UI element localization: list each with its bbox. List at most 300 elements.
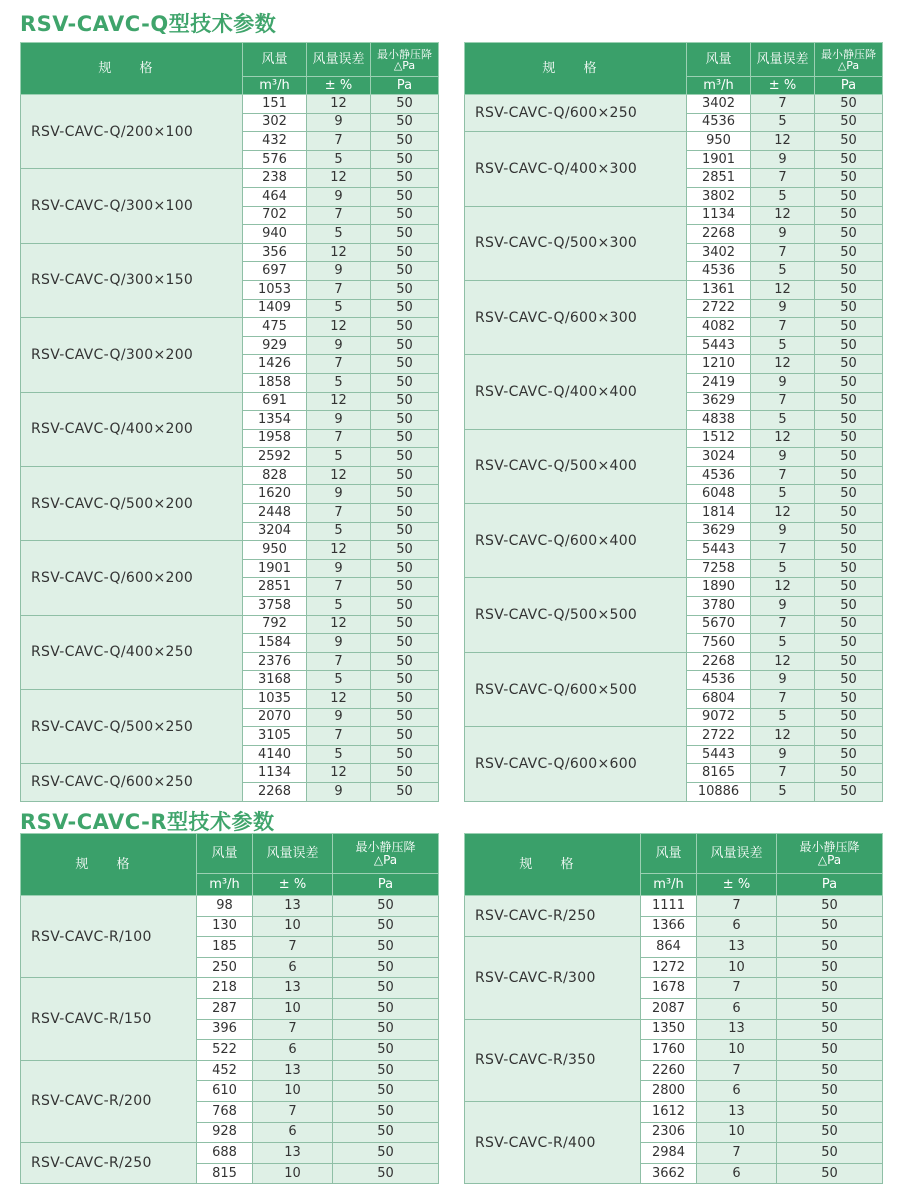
airflow-value: 4536 (687, 671, 751, 690)
airflow-value: 218 (197, 978, 253, 999)
pressure-value: 50 (371, 95, 439, 114)
tolerance-header: 风量误差 (253, 834, 333, 874)
model-name: RSV-CAVC-Q/400×200 (21, 392, 243, 466)
tolerance-value: 12 (751, 429, 815, 448)
airflow-value: 5443 (687, 336, 751, 355)
airflow-unit: m³/h (243, 77, 307, 95)
table-row (465, 95, 883, 114)
tolerance-value: 7 (253, 1019, 333, 1040)
airflow-value: 287 (197, 998, 253, 1019)
tolerance-value: 7 (307, 206, 371, 225)
pressure-value: 50 (777, 896, 883, 917)
airflow-value: 9072 (687, 708, 751, 727)
pressure-value: 50 (333, 896, 439, 917)
pressure-value: 50 (815, 132, 883, 151)
airflow-value: 1409 (243, 299, 307, 318)
airflow-value: 130 (197, 916, 253, 937)
airflow-value: 1350 (641, 1019, 697, 1040)
table-row (21, 541, 439, 560)
tolerance-value: 9 (751, 745, 815, 764)
tolerance-value: 7 (697, 978, 777, 999)
tolerance-value: 7 (751, 169, 815, 188)
tolerance-value: 5 (751, 559, 815, 578)
pressure-value: 50 (333, 998, 439, 1019)
tolerance-value: 12 (307, 95, 371, 114)
tolerance-value: 12 (307, 243, 371, 262)
table-row (465, 280, 883, 299)
airflow-value: 6048 (687, 485, 751, 504)
airflow-value: 4536 (687, 466, 751, 485)
pressure-value: 50 (777, 1081, 883, 1102)
pressure-value: 50 (815, 671, 883, 690)
pressure-value: 50 (815, 634, 883, 653)
tolerance-value: 12 (751, 132, 815, 151)
pressure-value: 50 (815, 373, 883, 392)
tolerance-header: 风量误差 (751, 43, 815, 77)
tolerance-value: 5 (751, 187, 815, 206)
table-row (21, 169, 439, 188)
pressure-value: 50 (815, 559, 883, 578)
airflow-value: 3168 (243, 671, 307, 690)
pressure-value: 50 (371, 113, 439, 132)
pressure-value: 50 (777, 1163, 883, 1184)
airflow-value: 2800 (641, 1081, 697, 1102)
airflow-value: 1584 (243, 634, 307, 653)
pressure-value: 50 (815, 597, 883, 616)
airflow-value: 2087 (641, 998, 697, 1019)
tolerance-header: 风量误差 (307, 43, 371, 77)
pressure-header: 最小静压降 △Pa (371, 43, 439, 77)
pressure-value: 50 (371, 522, 439, 541)
airflow-value: 1512 (687, 429, 751, 448)
model-name: RSV-CAVC-Q/400×400 (465, 355, 687, 429)
pressure-value: 50 (371, 280, 439, 299)
q-series-title: RSV-CAVC-Q型技术参数 (20, 12, 277, 36)
airflow-value: 3105 (243, 727, 307, 746)
table-row (465, 652, 883, 671)
pressure-value: 50 (371, 429, 439, 448)
airflow-value: 864 (641, 937, 697, 958)
table-row (465, 727, 883, 746)
pressure-value: 50 (777, 1060, 883, 1081)
airflow-value: 950 (687, 132, 751, 151)
tolerance-value: 12 (751, 206, 815, 225)
tolerance-value: 5 (307, 150, 371, 169)
airflow-value: 2376 (243, 652, 307, 671)
model-name: RSV-CAVC-R/400 (465, 1101, 641, 1183)
pressure-value: 50 (815, 615, 883, 634)
airflow-unit: m³/h (641, 874, 697, 896)
airflow-value: 3629 (687, 522, 751, 541)
tolerance-value: 7 (751, 243, 815, 262)
pressure-header: 最小静压降 △Pa (777, 834, 883, 874)
pressure-value: 50 (371, 485, 439, 504)
pressure-value: 50 (371, 690, 439, 709)
airflow-value: 1901 (687, 150, 751, 169)
tolerance-value: 7 (751, 541, 815, 560)
airflow-value: 2592 (243, 448, 307, 467)
tolerance-value: 12 (751, 280, 815, 299)
airflow-value: 1210 (687, 355, 751, 374)
model-name: RSV-CAVC-Q/500×500 (465, 578, 687, 652)
tolerance-value: 6 (697, 1081, 777, 1102)
table-row (465, 896, 883, 917)
pressure-value: 50 (333, 957, 439, 978)
pressure-value: 50 (815, 466, 883, 485)
airflow-value: 768 (197, 1101, 253, 1122)
model-name: RSV-CAVC-Q/500×200 (21, 466, 243, 540)
tolerance-value: 5 (751, 708, 815, 727)
pressure-value: 50 (371, 727, 439, 746)
airflow-value: 250 (197, 957, 253, 978)
tolerance-value: 12 (307, 764, 371, 783)
pressure-value: 50 (815, 355, 883, 374)
pressure-value: 50 (371, 578, 439, 597)
airflow-value: 950 (243, 541, 307, 560)
tolerance-value: 5 (751, 634, 815, 653)
model-name: RSV-CAVC-Q/400×250 (21, 615, 243, 689)
model-name: RSV-CAVC-R/200 (21, 1060, 197, 1142)
tolerance-value: 12 (751, 652, 815, 671)
airflow-value: 3780 (687, 597, 751, 616)
pressure-value: 50 (815, 95, 883, 114)
airflow-value: 2448 (243, 504, 307, 523)
tolerance-value: 13 (253, 896, 333, 917)
airflow-value: 928 (197, 1122, 253, 1143)
model-name: RSV-CAVC-Q/300×100 (21, 169, 243, 243)
pressure-value: 50 (777, 1040, 883, 1061)
r-series-table-left (20, 833, 439, 1184)
pressure-value: 50 (815, 522, 883, 541)
tolerance-value: 10 (253, 1081, 333, 1102)
pressure-unit: Pa (333, 874, 439, 896)
tolerance-value: 12 (307, 690, 371, 709)
tolerance-value: 9 (307, 708, 371, 727)
tolerance-value: 9 (307, 634, 371, 653)
model-name: RSV-CAVC-Q/500×400 (465, 429, 687, 503)
pressure-value: 50 (371, 448, 439, 467)
table-row (21, 896, 439, 917)
model-name: RSV-CAVC-R/300 (465, 937, 641, 1019)
tolerance-value: 7 (697, 896, 777, 917)
pressure-value: 50 (371, 187, 439, 206)
tolerance-value: 10 (697, 1040, 777, 1061)
pressure-value: 50 (777, 1143, 883, 1164)
tolerance-value: 5 (307, 299, 371, 318)
spec-header: 规 格 (465, 834, 641, 896)
tolerance-value: 7 (751, 615, 815, 634)
airflow-value: 356 (243, 243, 307, 262)
pressure-value: 50 (815, 225, 883, 244)
tolerance-value: 10 (697, 1122, 777, 1143)
model-name: RSV-CAVC-Q/600×500 (465, 652, 687, 726)
pressure-value: 50 (815, 336, 883, 355)
tolerance-value: 7 (253, 1101, 333, 1122)
pressure-value: 50 (815, 243, 883, 262)
tolerance-value: 7 (307, 280, 371, 299)
airflow-value: 1272 (641, 957, 697, 978)
tolerance-value: 12 (307, 318, 371, 337)
airflow-value: 1612 (641, 1101, 697, 1122)
airflow-value: 522 (197, 1040, 253, 1061)
pressure-value: 50 (815, 485, 883, 504)
tolerance-value: 9 (307, 113, 371, 132)
tolerance-value: 6 (253, 1122, 333, 1143)
airflow-value: 2260 (641, 1060, 697, 1081)
table-row (465, 504, 883, 523)
tolerance-value: 7 (697, 1143, 777, 1164)
airflow-header: 风量 (197, 834, 253, 874)
pressure-value: 50 (815, 745, 883, 764)
pressure-value: 50 (371, 504, 439, 523)
spec-header: 规 格 (21, 834, 197, 896)
tolerance-value: 7 (751, 392, 815, 411)
pressure-value: 50 (371, 150, 439, 169)
pressure-value: 50 (777, 978, 883, 999)
model-name: RSV-CAVC-R/250 (465, 896, 641, 937)
model-name: RSV-CAVC-Q/600×250 (21, 764, 243, 801)
tolerance-value: 9 (307, 411, 371, 430)
table-row (21, 1143, 439, 1164)
pressure-value: 50 (333, 1163, 439, 1184)
tolerance-value: 6 (697, 1163, 777, 1184)
airflow-value: 98 (197, 896, 253, 917)
table-row (21, 392, 439, 411)
tolerance-value: 7 (253, 937, 333, 958)
airflow-value: 8165 (687, 764, 751, 783)
tolerance-value: 12 (751, 504, 815, 523)
tolerance-value: 9 (307, 262, 371, 281)
airflow-value: 4838 (687, 411, 751, 430)
tolerance-value: 13 (697, 937, 777, 958)
pressure-value: 50 (777, 1019, 883, 1040)
pressure-value: 50 (333, 1081, 439, 1102)
tolerance-value: 5 (307, 671, 371, 690)
pressure-value: 50 (815, 318, 883, 337)
pressure-value: 50 (371, 745, 439, 764)
table-row (21, 95, 439, 114)
airflow-value: 1134 (687, 206, 751, 225)
pressure-value: 50 (371, 355, 439, 374)
tolerance-value: 10 (697, 957, 777, 978)
airflow-value: 2851 (243, 578, 307, 597)
airflow-value: 1134 (243, 764, 307, 783)
airflow-value: 1361 (687, 280, 751, 299)
pressure-value: 50 (371, 336, 439, 355)
tolerance-value: 12 (307, 392, 371, 411)
pressure-value: 50 (815, 690, 883, 709)
airflow-value: 1890 (687, 578, 751, 597)
pressure-value: 50 (371, 615, 439, 634)
model-name: RSV-CAVC-Q/500×300 (465, 206, 687, 280)
tolerance-value: 6 (253, 957, 333, 978)
airflow-value: 691 (243, 392, 307, 411)
tolerance-value: 13 (253, 1060, 333, 1081)
tolerance-value: 12 (751, 578, 815, 597)
airflow-value: 4082 (687, 318, 751, 337)
pressure-value: 50 (777, 916, 883, 937)
tolerance-value: 5 (751, 411, 815, 430)
airflow-value: 2419 (687, 373, 751, 392)
tolerance-value: 5 (751, 262, 815, 281)
pressure-value: 50 (371, 671, 439, 690)
tolerance-value: 9 (307, 782, 371, 801)
model-name: RSV-CAVC-Q/400×300 (465, 132, 687, 206)
tolerance-value: 6 (253, 1040, 333, 1061)
airflow-value: 7258 (687, 559, 751, 578)
tolerance-value: 12 (307, 169, 371, 188)
airflow-value: 432 (243, 132, 307, 151)
airflow-value: 475 (243, 318, 307, 337)
pressure-value: 50 (371, 373, 439, 392)
tolerance-value: 5 (751, 336, 815, 355)
tolerance-value: 13 (697, 1101, 777, 1122)
tolerance-value: 7 (751, 764, 815, 783)
pressure-value: 50 (815, 169, 883, 188)
pressure-value: 50 (371, 597, 439, 616)
airflow-value: 2070 (243, 708, 307, 727)
airflow-value: 4536 (687, 113, 751, 132)
tolerance-value: 12 (307, 466, 371, 485)
pressure-value: 50 (371, 782, 439, 801)
airflow-value: 10886 (687, 782, 751, 801)
airflow-unit: m³/h (687, 77, 751, 95)
airflow-value: 2268 (687, 652, 751, 671)
pressure-header: 最小静压降 △Pa (333, 834, 439, 874)
airflow-value: 1620 (243, 485, 307, 504)
tolerance-value: 5 (751, 485, 815, 504)
model-name: RSV-CAVC-Q/500×250 (21, 690, 243, 764)
spec-header: 规 格 (21, 43, 243, 95)
tolerance-unit: ± % (253, 874, 333, 896)
pressure-value: 50 (371, 262, 439, 281)
airflow-value: 1958 (243, 429, 307, 448)
model-name: RSV-CAVC-Q/200×100 (21, 95, 243, 169)
tolerance-value: 12 (307, 541, 371, 560)
tolerance-value: 9 (307, 336, 371, 355)
airflow-value: 2268 (243, 782, 307, 801)
tolerance-value: 10 (253, 1163, 333, 1184)
table-row (21, 978, 439, 999)
pressure-value: 50 (777, 937, 883, 958)
pressure-value: 50 (815, 541, 883, 560)
table-row (465, 355, 883, 374)
airflow-value: 2851 (687, 169, 751, 188)
model-name: RSV-CAVC-R/350 (465, 1019, 641, 1101)
pressure-value: 50 (333, 937, 439, 958)
pressure-value: 50 (815, 708, 883, 727)
airflow-value: 1814 (687, 504, 751, 523)
pressure-value: 50 (371, 243, 439, 262)
table-row (465, 429, 883, 448)
pressure-value: 50 (777, 998, 883, 1019)
pressure-value: 50 (815, 727, 883, 746)
table-row (21, 318, 439, 337)
airflow-value: 3024 (687, 448, 751, 467)
table-row (465, 132, 883, 151)
model-name: RSV-CAVC-R/150 (21, 978, 197, 1060)
tolerance-value: 7 (307, 504, 371, 523)
tolerance-value: 7 (751, 690, 815, 709)
airflow-value: 2306 (641, 1122, 697, 1143)
airflow-value: 396 (197, 1019, 253, 1040)
pressure-value: 50 (371, 466, 439, 485)
airflow-header: 风量 (641, 834, 697, 874)
airflow-value: 697 (243, 262, 307, 281)
airflow-value: 792 (243, 615, 307, 634)
pressure-value: 50 (371, 764, 439, 783)
pressure-value: 50 (777, 1101, 883, 1122)
tolerance-value: 7 (751, 318, 815, 337)
pressure-value: 50 (333, 1143, 439, 1164)
table-row (21, 466, 439, 485)
tolerance-unit: ± % (751, 77, 815, 95)
airflow-value: 1354 (243, 411, 307, 430)
airflow-value: 929 (243, 336, 307, 355)
pressure-value: 50 (371, 225, 439, 244)
pressure-value: 50 (815, 578, 883, 597)
q-series-table-right (464, 42, 883, 802)
pressure-value: 50 (371, 169, 439, 188)
tolerance-value: 5 (307, 522, 371, 541)
airflow-value: 3402 (687, 243, 751, 262)
airflow-value: 610 (197, 1081, 253, 1102)
tolerance-value: 12 (751, 727, 815, 746)
tolerance-value: 9 (751, 448, 815, 467)
tolerance-value: 7 (307, 652, 371, 671)
q-series-table-left (20, 42, 439, 802)
airflow-value: 940 (243, 225, 307, 244)
pressure-value: 50 (333, 1040, 439, 1061)
airflow-value: 1035 (243, 690, 307, 709)
pressure-value: 50 (371, 559, 439, 578)
pressure-value: 50 (371, 708, 439, 727)
airflow-value: 576 (243, 150, 307, 169)
airflow-value: 3662 (641, 1163, 697, 1184)
tolerance-value: 9 (751, 225, 815, 244)
tolerance-value: 9 (307, 559, 371, 578)
table-row (465, 1019, 883, 1040)
tolerance-value: 7 (307, 355, 371, 374)
pressure-value: 50 (815, 206, 883, 225)
tolerance-value: 12 (751, 355, 815, 374)
model-name: RSV-CAVC-Q/600×300 (465, 280, 687, 354)
tolerance-value: 9 (751, 597, 815, 616)
model-name: RSV-CAVC-Q/600×200 (21, 541, 243, 615)
airflow-value: 1111 (641, 896, 697, 917)
airflow-value: 3802 (687, 187, 751, 206)
pressure-value: 50 (333, 916, 439, 937)
tolerance-unit: ± % (697, 874, 777, 896)
airflow-value: 1366 (641, 916, 697, 937)
tolerance-value: 9 (751, 671, 815, 690)
tolerance-value: 9 (751, 522, 815, 541)
pressure-value: 50 (815, 782, 883, 801)
tolerance-value: 6 (697, 998, 777, 1019)
airflow-value: 1053 (243, 280, 307, 299)
tolerance-value: 5 (751, 782, 815, 801)
airflow-value: 2984 (641, 1143, 697, 1164)
airflow-value: 2722 (687, 727, 751, 746)
tolerance-value: 5 (307, 597, 371, 616)
model-name: RSV-CAVC-R/100 (21, 896, 197, 978)
pressure-value: 50 (371, 132, 439, 151)
tolerance-unit: ± % (307, 77, 371, 95)
airflow-value: 452 (197, 1060, 253, 1081)
airflow-value: 5443 (687, 541, 751, 560)
pressure-value: 50 (333, 1122, 439, 1143)
pressure-header: 最小静压降 △Pa (815, 43, 883, 77)
